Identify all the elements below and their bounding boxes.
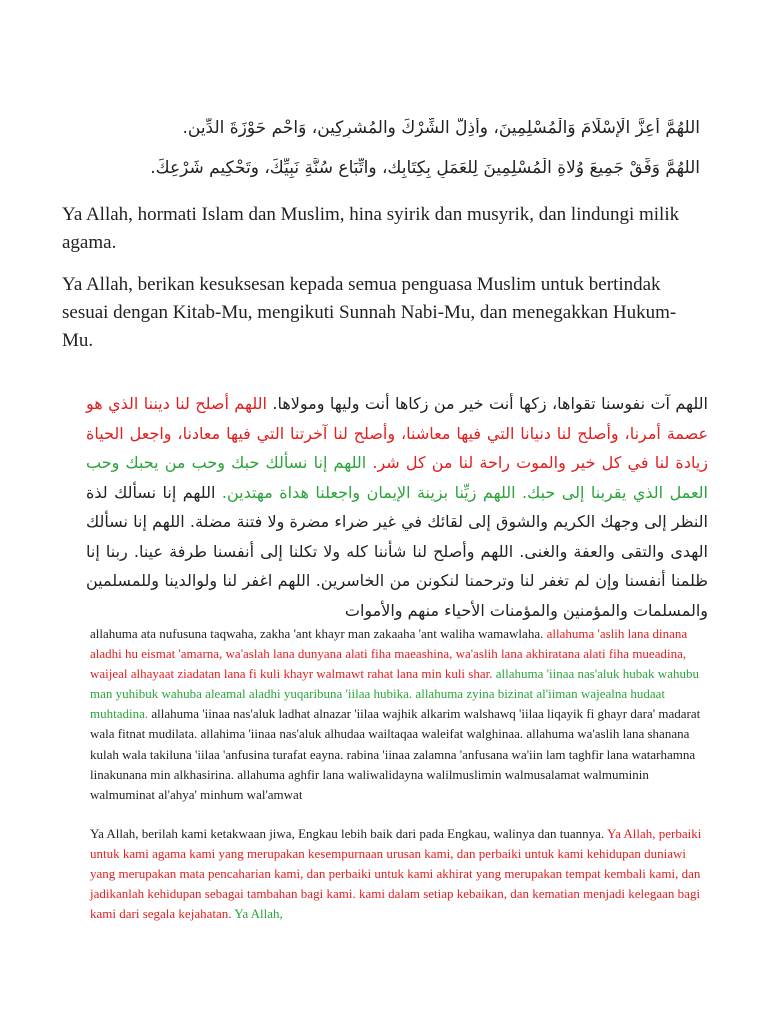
translation-segment: Ya Allah, perbaiki untuk kami agama kami yang merupakan kesempurnaan urusan kami, dan perbaiki untuk kami kehidupan duniawi yang merupakan mata pencaharian kami, dan perbaiki untuk kami akhirat yang merupakan tempat kembali kami, dan jadikanlah kehidupan sebagai tambahan bagi kami. kami dalam setiap kebaikan, dan kematian menjadi kelegaan bagi kami dari segala kejahatan. (90, 826, 702, 922)
indonesian-translation-1: Ya Allah, hormati Islam dan Muslim, hina syirik dan musyrik, dan lindungi milik agama. (62, 204, 680, 253)
transliteration-paragraph (90, 624, 710, 805)
arabic-dua-segment: اللهم أصلح لنا ديننا الذي هو عصمة أمرنا، وأصلح لنا دنيانا التي فيها معاشنا، وأصلح لنا آخرتنا التي فيها معادنا، واجعل الحياة زيادة لنا في كل خير والموت راحة لنا من كل شر. (86, 394, 708, 472)
translation-paragraph (90, 824, 710, 924)
arabic-prayer-line-1: اللهُمَّ أعِزَّ الْإِسْلَامَ وَالْمُسْلِمِينَ، وأَذِلَّ الشِّرْكَ والمُشرِكِين، وَاحْمِ حَوْزَةَ الدِّين. (182, 118, 700, 138)
arabic-dua-block (86, 389, 708, 625)
arabic-dua-segment: اللهم إنا نسألك حبك وحب من يحبك وحب العمل الذي يقربنا إلى حبك. اللهم زيِّنا بزينة الإيمان واجعلنا هداة مهتدين. (86, 453, 708, 502)
arabic-dua-segment: اللهم آت نفوسنا تقواها، زكها أنت خير من زكاها أنت وليها ومولاها. (272, 394, 709, 413)
translation-segment: Ya Allah, berilah kami ketakwaan jiwa, Engkau lebih baik dari pada Engkau, walinya dan tuannya. (90, 826, 605, 841)
arabic-dua-segment: اللهم إنا نسألك لذة النظر إلى وجهك الكريم والشوق إلى لقائك في غير ضراء مضرة ولا فتنة مضلة. اللهم إنا نسألك الهدى والتقى والعفة والغنى. اللهم وأصلح لنا شأننا كله ولا تكلنا إلى أنفسنا طرفة عينا. ربنا إنا ظلمنا أنفسنا وإن لم تغفر لنا وترحمنا لنكونن من الخاسرين. اللهم اغفر لنا ولوالدينا وللمسلمين والمسلمات والمؤمنين والمؤمنات الأحياء منهم والأموات (86, 482, 708, 620)
transliteration-segment: allahuma ata nufusuna taqwaha, zakha 'ant khayr man zakaaha 'ant waliha wamawlaha. (90, 626, 544, 641)
indonesian-translation-2: Ya Allah, berikan kesuksesan kepada semua penguasa Muslim untuk bertindak sesuai dengan Kitab-Mu, mengikuti Sunnah Nabi-Mu, dan menegakkan Hukum-Mu. (62, 274, 677, 351)
transliteration-segment: allahuma 'iinaa nas'aluk ladhat alnazar 'iilaa wajhik alkarim walshawq 'iilaa liqayik fi ghayr dara' madarat wala fitnat mudilata. allahima 'iinaa nas'aluk alhudaa wailtaqaa waleifat walghinaa. allahuma wa'aslih lana shanana kulah wala takiluna 'iilaa 'anfusina turafat eayna. rabina 'iinaa zalamna 'anfusana wa'iin lam taghfir lana watarhamna linakunana min alkhasirina. allahuma aghfir lana waliwalidayna walilmuslimin walmusalamat walmuminin walmuminat al'ahya' minhum wal'amwat (90, 706, 701, 802)
translation-segment: Ya Allah, (234, 906, 283, 922)
arabic-prayer-line-2: اللهُمَّ وَفِّقْ جَمِيعَ وُلاةِ الْمُسْلِمِينَ لِلعَمَلِ بِكِتَابِك، واتِّبَاعِ سُنَّةِ نَبِيِّكَ، وتَحْكِيمِ شَرْعِكَ. (150, 158, 700, 178)
transliteration-segment: allahuma 'iinaa nas'aluk hubak wahubu man yuhibuk wahuba aleamal aladhi yuqaribuna 'iilaa hubika. allahuma zyina bizinat al'iiman wajealna hudaat muhtadina. (90, 666, 699, 722)
transliteration-segment: allahuma 'aslih lana dinana aladhi hu eismat 'amarna, wa'aslah lana dunyana alati fiha maeashina, wa'aslih lana akhiratana alati fiha mueadina, waijeal alhayaat ziadatan lana fi kuli khayr walmawt rahat lana min kuli shar. (90, 626, 688, 682)
